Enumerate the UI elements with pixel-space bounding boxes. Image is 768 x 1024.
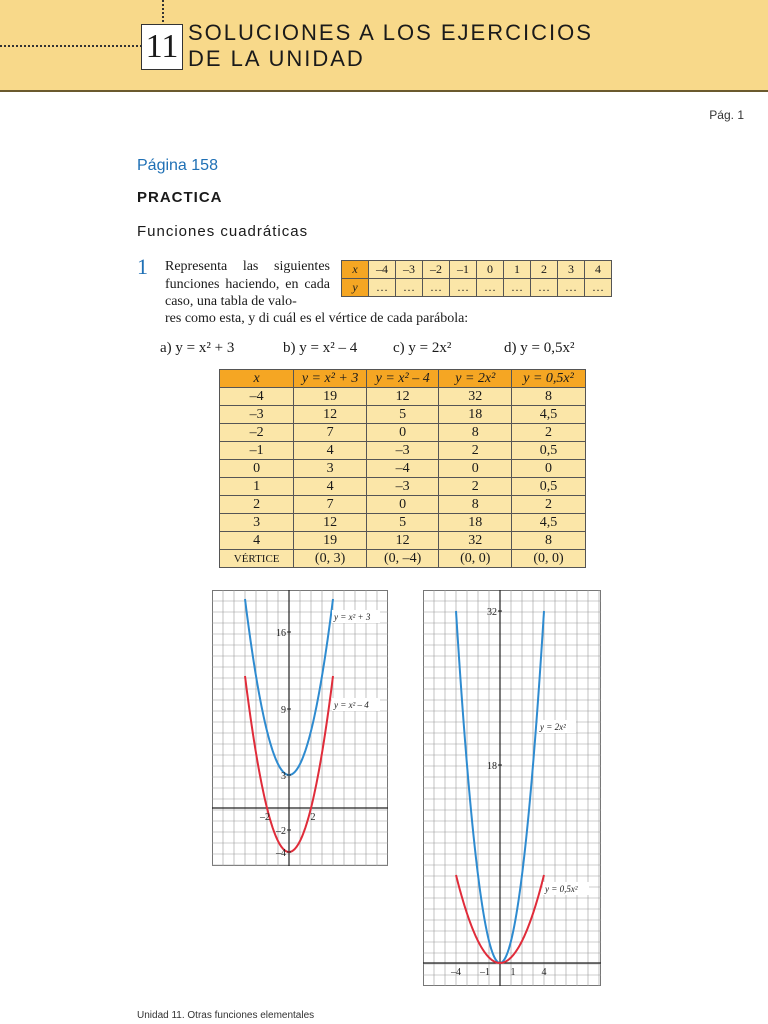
banner-title-line2: DE LA UNIDAD — [188, 46, 365, 71]
values-cell: 7 — [294, 424, 367, 442]
option-a: a) y = x² + 3 — [160, 340, 235, 356]
values-cell: 1 — [220, 478, 294, 496]
values-header-cell: y = x² – 4 — [366, 370, 439, 388]
sample-y-cell: … — [477, 279, 504, 297]
values-cell: 5 — [366, 514, 439, 532]
section-heading: PRACTICA — [137, 189, 223, 206]
sample-y-cell: … — [531, 279, 558, 297]
sample-y-cell: … — [585, 279, 612, 297]
values-cell: 32 — [439, 532, 512, 550]
exercise-text: Representa las siguientes funciones haciendo, en cada caso, una tabla de valo- — [165, 259, 330, 309]
values-cell: 5 — [366, 406, 439, 424]
values-cell: 2 — [439, 478, 512, 496]
values-header-cell: y = 0,5x² — [512, 370, 586, 388]
values-row — [220, 550, 586, 568]
values-cell: –1 — [220, 442, 294, 460]
y-tick-label: 16 — [276, 628, 286, 639]
series-label: y = 0,5x² — [545, 884, 578, 894]
sample-y-cell: … — [369, 279, 396, 297]
values-cell: 2 — [512, 496, 586, 514]
page-footer: Unidad 11. Otras funciones elementales — [137, 1010, 315, 1021]
values-row — [220, 460, 586, 478]
sample-y-cell: … — [504, 279, 531, 297]
exercise-text-line2: res como esta, y di cuál es el vértice de cada parábola: — [165, 311, 469, 326]
values-cell: 0 — [439, 460, 512, 478]
x-tick-label: 4 — [541, 967, 547, 978]
values-cell: 2 — [512, 424, 586, 442]
sample-x-cell: 4 — [585, 261, 612, 279]
values-cell: 0,5 — [512, 442, 586, 460]
values-row — [220, 424, 586, 442]
unit-number-box: 11 — [141, 24, 183, 70]
values-header-cell: y = x² + 3 — [294, 370, 367, 388]
sample-y-cell: … — [396, 279, 423, 297]
sample-y-label: y — [342, 279, 369, 297]
option-d: d) y = 0,5x² — [504, 340, 575, 356]
values-cell: (0, 0) — [512, 550, 586, 568]
sample-x-cell: –4 — [369, 261, 396, 279]
y-tick-label: –4 — [276, 848, 286, 859]
values-cell: 3 — [294, 460, 367, 478]
values-row — [220, 388, 586, 406]
values-cell: 8 — [512, 388, 586, 406]
values-cell: –3 — [220, 406, 294, 424]
values-cell: 8 — [512, 532, 586, 550]
values-cell: 12 — [294, 406, 367, 424]
y-tick-label: 3 — [281, 771, 286, 782]
sample-y-cell: … — [423, 279, 450, 297]
values-table — [219, 369, 586, 568]
values-cell: 18 — [439, 514, 512, 532]
sample-x-cell: 2 — [531, 261, 558, 279]
x-tick-label: 2 — [310, 812, 316, 823]
values-cell: 2 — [220, 496, 294, 514]
sample-value-table — [341, 260, 612, 297]
y-tick-label: 9 — [281, 705, 286, 716]
x-tick-label: 1 — [510, 967, 516, 978]
sample-x-cell: –2 — [423, 261, 450, 279]
values-cell: 0 — [366, 424, 439, 442]
x-tick-label: –4 — [451, 967, 461, 978]
values-cell: –4 — [366, 460, 439, 478]
sample-x-label: x — [342, 261, 369, 279]
sample-x-cell: 3 — [558, 261, 585, 279]
sample-x-cell: 1 — [504, 261, 531, 279]
values-cell: –3 — [366, 442, 439, 460]
sample-x-cell: –1 — [450, 261, 477, 279]
values-header-cell: y = 2x² — [439, 370, 512, 388]
values-cell: 4 — [294, 442, 367, 460]
values-cell: (0, –4) — [366, 550, 439, 568]
sample-x-cell: 0 — [477, 261, 504, 279]
graph-right — [423, 590, 601, 986]
values-header-cell: x — [220, 370, 294, 388]
x-tick-label: –1 — [480, 967, 490, 978]
page-reference: Página 158 — [137, 157, 218, 174]
option-c: c) y = 2x² — [393, 340, 452, 356]
section-subheading: Funciones cuadráticas — [137, 223, 309, 240]
values-cell: 0,5 — [512, 478, 586, 496]
values-cell: 19 — [294, 532, 367, 550]
values-cell: 18 — [439, 406, 512, 424]
values-cell: 0 — [366, 496, 439, 514]
values-cell: 2 — [439, 442, 512, 460]
values-row — [220, 442, 586, 460]
values-cell: 19 — [294, 388, 367, 406]
values-cell: 12 — [366, 388, 439, 406]
y-tick-label: 18 — [487, 761, 497, 772]
values-cell: 3 — [220, 514, 294, 532]
values-cell: 32 — [439, 388, 512, 406]
values-cell: 0 — [512, 460, 586, 478]
values-row — [220, 478, 586, 496]
exercise-number: 1 — [137, 254, 148, 279]
dotted-rule-vertical — [162, 0, 164, 22]
page-number: Pág. 1 — [709, 108, 744, 122]
sample-y-cell: … — [558, 279, 585, 297]
values-cell: 4,5 — [512, 406, 586, 424]
values-cell: (0, 0) — [439, 550, 512, 568]
values-cell: (0, 3) — [294, 550, 367, 568]
values-cell: –3 — [366, 478, 439, 496]
values-cell: –2 — [220, 424, 294, 442]
option-b: b) y = x² – 4 — [283, 340, 358, 356]
graph-left — [212, 590, 388, 866]
values-cell: 4 — [294, 478, 367, 496]
dotted-rule — [0, 45, 146, 47]
banner-title-line1: SOLUCIONES A LOS EJERCICIOS — [188, 20, 593, 45]
values-cell: 12 — [366, 532, 439, 550]
sample-x-cell: –3 — [396, 261, 423, 279]
values-cell: 4 — [220, 532, 294, 550]
values-row — [220, 532, 586, 550]
values-cell: –4 — [220, 388, 294, 406]
values-cell: 0 — [220, 460, 294, 478]
y-tick-label: 32 — [487, 607, 497, 618]
series-label: y = 2x² — [540, 722, 566, 732]
y-tick-label: –2 — [276, 826, 286, 837]
x-tick-label: –2 — [260, 812, 270, 823]
sample-y-cell: … — [450, 279, 477, 297]
series-label: y = x² – 4 — [334, 700, 369, 710]
values-cell: 12 — [294, 514, 367, 532]
values-row — [220, 406, 586, 424]
values-cell: 4,5 — [512, 514, 586, 532]
values-cell: 7 — [294, 496, 367, 514]
values-cell: 8 — [439, 496, 512, 514]
unit-banner — [0, 0, 768, 92]
values-cell: VÉRTICE — [220, 550, 294, 568]
values-row — [220, 514, 586, 532]
series-label: y = x² + 3 — [334, 612, 371, 622]
values-row — [220, 496, 586, 514]
values-cell: 8 — [439, 424, 512, 442]
